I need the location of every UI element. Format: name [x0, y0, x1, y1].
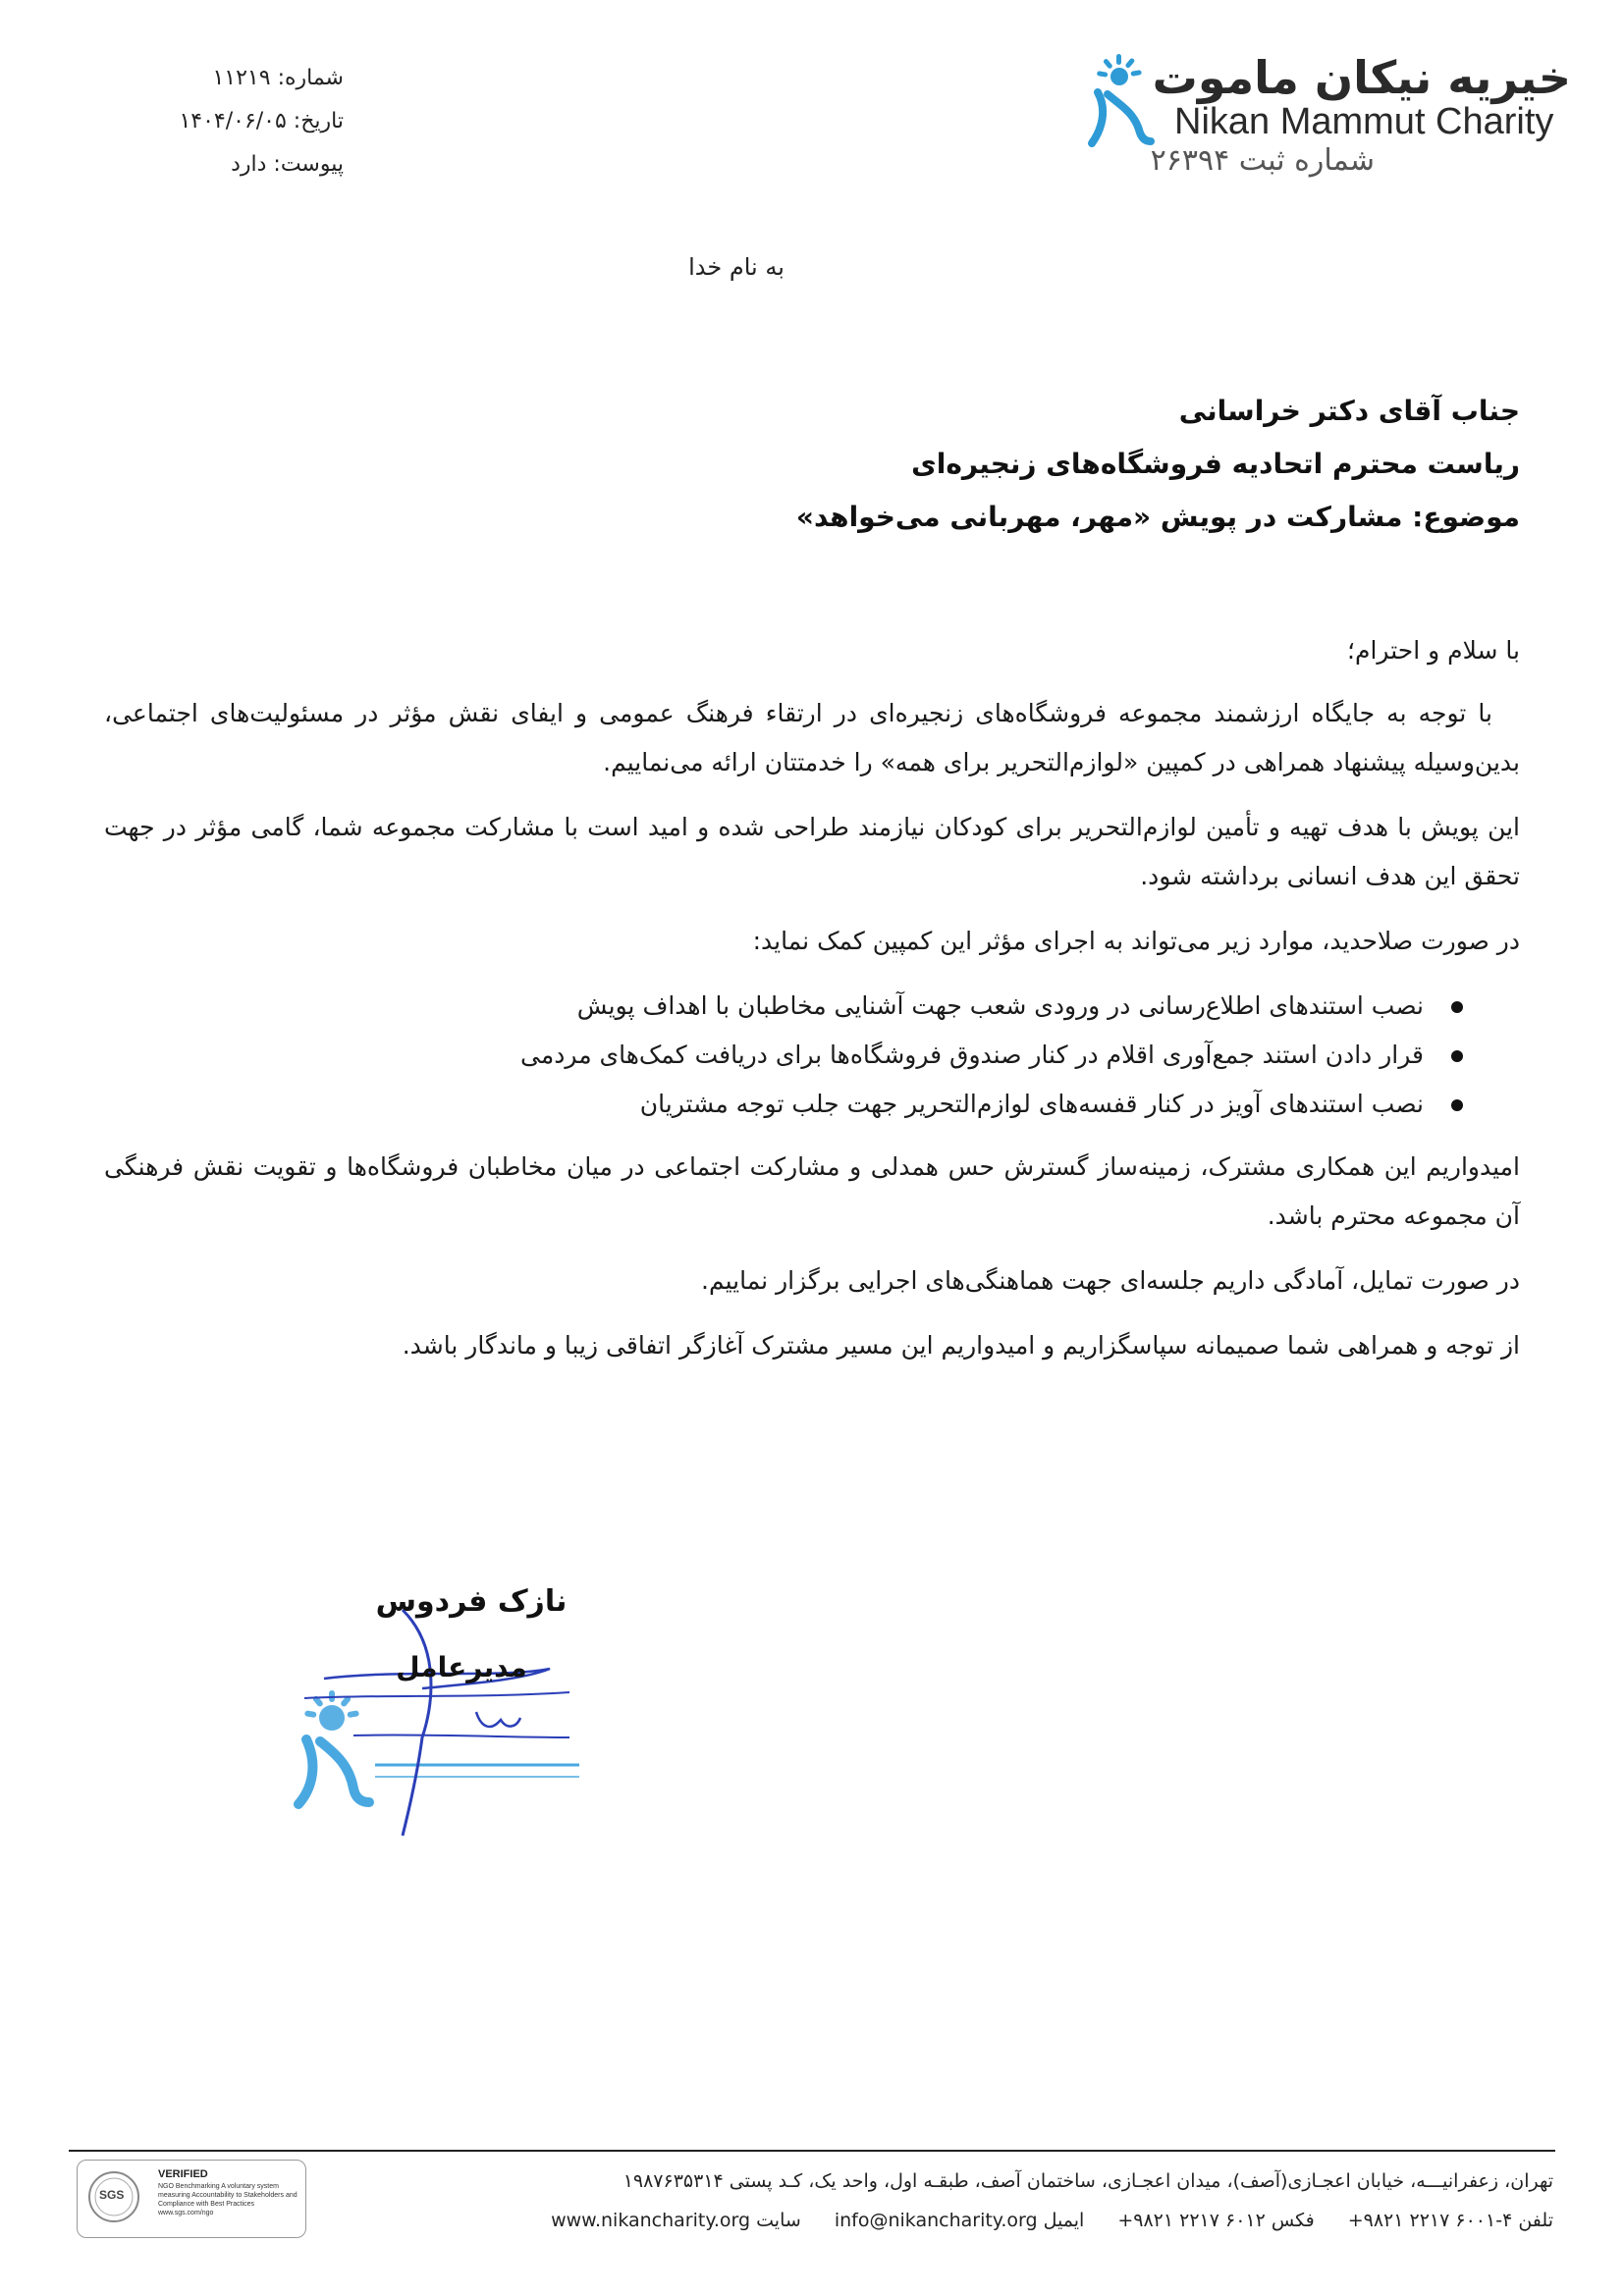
letter-meta: [128, 57, 344, 187]
letterhead-logo: [1080, 51, 1571, 179]
registration-number: شماره ثبت ۲۶۳۹۴: [1150, 143, 1375, 178]
letter-body: [104, 626, 1520, 1386]
list-item: قرار دادن استند جمع‌آوری اقلام در کنار صندوق فروشگاه‌ها برای دریافت کمک‌های مردمی: [104, 1031, 1424, 1080]
recipient-position: ریاست محترم اتحادیه فروشگاه‌های زنجیره‌ای: [911, 448, 1520, 480]
footer-site-label: سایت: [756, 2210, 801, 2231]
recipient: جناب آقای دکتر خراسانی: [1178, 395, 1520, 427]
paragraph-2: این پویش با هدف تهیه و تأمین لوازم‌التحریر برای کودکان نیازمند طراحی شده و امید است با مشارکت مجموعه شما، گامی مؤثر در جهت تحقق این هدف انسانی برداشته شود.: [104, 813, 1520, 890]
org-name-en: Nikan Mammut Charity: [1174, 101, 1554, 142]
paragraph-3: در صورت صلاحدید، موارد زیر می‌تواند به اجرای مؤثر این کمپین کمک نماید:: [752, 927, 1520, 955]
footer-address: تهران، زعفرانیـــه، خیابان اعجـازی(آصف)، میدان اعجـازی، ساختمان آصف، طبقـه اول، واحد یک، کـد پستی ۱۹۸۷۶۳۵۳۱۴: [623, 2170, 1553, 2192]
footer-divider: [69, 2150, 1555, 2152]
footer-contact: [473, 2162, 1553, 2240]
subject: موضوع: مشارکت در پویش «مهر، مهربانی می‌خواهد»: [795, 501, 1520, 533]
signature-block: [285, 1571, 599, 1885]
footer-email-label: ایمیل: [1043, 2210, 1085, 2231]
charity-logo-icon: [1080, 51, 1159, 149]
suggestion-list: [104, 982, 1520, 1129]
signatory-title: مدیرعامل: [396, 1651, 527, 1683]
sgs-verified-badge: [77, 2160, 306, 2238]
greeting: با سلام و احترام؛: [1347, 636, 1520, 665]
badge-subtitle: NGO Benchmarking A voluntary system measuring Accountability to Stakeholders and Compliance with Best Practices www.sgs.com/ngo: [158, 2183, 298, 2216]
paragraph-5: در صورت تمایل، آمادگی داریم جلسه‌ای جهت هماهنگی‌های اجرایی برگزار نماییم.: [701, 1266, 1520, 1295]
basmala: به نام خدا: [688, 253, 785, 281]
footer-phone: تلفن ۴-۶۰۰۱ ۲۲۱۷ ۹۸۲۱+: [1347, 2210, 1553, 2231]
letter-date: تاریخ: ۱۴۰۴/۰۶/۰۵: [179, 109, 344, 133]
signatory-name: نازک فردوس: [375, 1584, 568, 1619]
footer-email[interactable]: info@nikancharity.org: [834, 2210, 1038, 2231]
paragraph-4: امیدواریم این همکاری مشترک، زمینه‌ساز گسترش حس همدلی و مشارکت اجتماعی در میان مخاطبان فروشگاه‌ها و تقویت نقش فرهنگی آن مجموعه محترم باشد.: [104, 1152, 1520, 1230]
list-item: نصب استندهای آویز در کنار قفسه‌های لوازم‌التحریر جهت جلب توجه مشتریان: [104, 1080, 1424, 1129]
footer-site[interactable]: www.nikancharity.org: [551, 2210, 751, 2231]
org-name-fa: خیریه نیکان ماموت: [1152, 51, 1571, 104]
letter-heading: [440, 385, 1520, 544]
sgs-logo: SGS: [99, 2188, 125, 2202]
footer-fax: فکس ۶۰۱۲ ۲۲۱۷ ۹۸۲۱+: [1117, 2210, 1315, 2231]
list-item: نصب استندهای اطلاع‌رسانی در ورودی شعب جهت آشنایی مخاطبان با اهداف پویش: [104, 982, 1424, 1031]
badge-title: VERIFIED: [158, 2168, 208, 2180]
letter-number: شماره: ۱۱۲۱۹: [212, 66, 344, 90]
paragraph-6: از توجه و همراهی شما صمیمانه سپاسگزاریم و امیدواریم این مسیر مشترک آغازگر اتفاقی زیبا و ماندگار باشد.: [402, 1331, 1520, 1360]
paragraph-1: با توجه به جایگاه ارزشمند مجموعه فروشگاه‌های زنجیره‌ای در ارتقاء فرهنگ عمومی و ایفای نقش مؤثر در مسئولیت‌های اجتماعی، بدین‌وسیله پیشنهاد همراهی در کمپین «لوازم‌التحریر برای همه» را خدمتتان ارائه می‌نماییم.: [104, 699, 1520, 776]
footer-contact-line: [473, 2201, 1553, 2240]
letter-attachment: پیوست: دارد: [231, 152, 344, 177]
